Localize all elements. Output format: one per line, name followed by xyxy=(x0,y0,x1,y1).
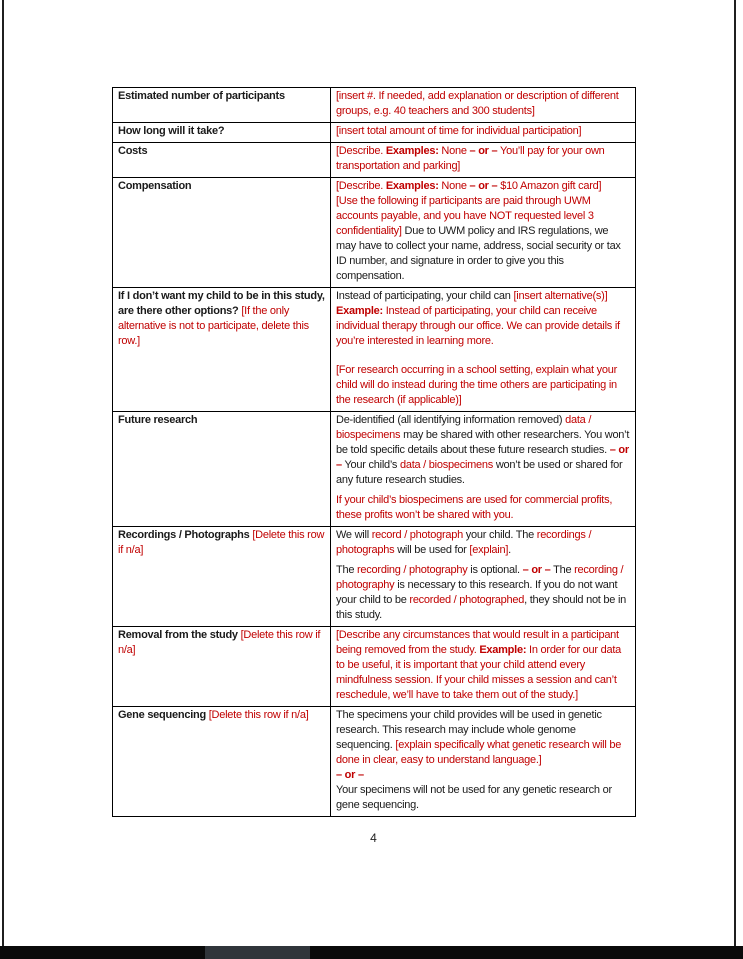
paragraph xyxy=(336,628,630,703)
row-label xyxy=(118,124,325,139)
text-segment: Examples: xyxy=(385,145,439,157)
row-label xyxy=(118,89,325,104)
text-segment: [Describe. xyxy=(336,145,386,157)
text-segment: record / photograph xyxy=(371,529,463,541)
text-segment: If I don’t want my child to be in this study, are there other options? xyxy=(118,290,325,317)
text-segment: None xyxy=(438,180,470,192)
row-label xyxy=(118,289,325,349)
row-label-cell xyxy=(113,627,331,707)
text-segment: You’ll pay for your own transportation and parking] xyxy=(336,145,605,172)
row-label-cell xyxy=(113,527,331,627)
row-content-cell xyxy=(331,88,636,123)
text-segment: In order for our data to be useful, it is important that your child attend every mindfulness session. If your child misses a session and can’t reschedule, we’ll have to take them out of the study.] xyxy=(336,644,622,701)
row-label-cell xyxy=(113,143,331,178)
text-segment: If your child’s biospecimens are used for commercial profits, these profits won’t be shared with you. xyxy=(336,494,613,521)
paragraph xyxy=(336,783,630,813)
text-segment: – or – xyxy=(336,444,629,471)
text-segment: Example: xyxy=(336,305,383,317)
table-row xyxy=(113,88,636,123)
text-segment: [If the only alternative is not to participate, delete this row.] xyxy=(118,305,309,347)
page-number: 4 xyxy=(370,831,377,845)
table-row xyxy=(113,123,636,143)
row-label xyxy=(118,628,325,658)
row-label-cell xyxy=(113,178,331,288)
row-label-cell xyxy=(113,288,331,412)
text-segment: Example: xyxy=(479,644,527,656)
text-segment: [insert alternative(s)] xyxy=(513,290,608,302)
table-row xyxy=(113,707,636,817)
row-label-cell xyxy=(113,707,331,817)
row-content-cell xyxy=(331,627,636,707)
text-segment: Your specimens will not be used for any genetic research or gene sequencing. xyxy=(336,784,612,811)
row-content-cell xyxy=(331,143,636,178)
text-segment: Costs xyxy=(118,145,148,157)
consent-form-table-body xyxy=(113,88,636,817)
text-segment: [explain] xyxy=(469,544,509,556)
text-segment: recording / photography xyxy=(357,564,468,576)
text-segment: [Delete this row if n/a] xyxy=(208,709,309,721)
row-label-cell xyxy=(113,88,331,123)
text-segment: is optional. xyxy=(467,564,523,576)
text-segment: [insert total amount of time for individual participation] xyxy=(336,125,582,137)
row-label xyxy=(118,708,325,723)
paragraph xyxy=(336,493,630,523)
text-segment: The xyxy=(336,564,358,576)
text-segment: Recordings / Photographs xyxy=(118,529,253,541)
paragraph xyxy=(336,563,630,623)
text-segment: – or – xyxy=(469,180,498,192)
row-label xyxy=(118,179,325,194)
text-segment: [Describe any circumstances that would result in a participant being removed from the study. xyxy=(336,629,619,656)
paragraph xyxy=(336,413,630,488)
row-content-cell xyxy=(331,288,636,412)
text-segment: is necessary to this research. If you do not want your child to be xyxy=(336,579,618,606)
text-segment: , they should not be in this study. xyxy=(336,594,627,621)
paragraph xyxy=(336,289,630,304)
table-row xyxy=(113,143,636,178)
text-segment: Your child’s xyxy=(341,459,400,471)
page-left-border xyxy=(2,0,4,946)
table-row xyxy=(113,627,636,707)
paragraph xyxy=(336,89,630,119)
text-segment: Removal from the study xyxy=(118,629,241,641)
text-segment: Instead of participating, your child can receive individual therapy through our office. We can provide details if you’re interested in learning more. xyxy=(336,305,620,347)
text-segment: The specimens your child provides will be used in genetic research. This research may include whole genome sequencing. xyxy=(336,709,602,751)
text-segment: [Use the following if participants are paid through UWM accounts payable, and you have NOT requested level 3 confidentiality] xyxy=(336,195,594,237)
text-segment: your child. The xyxy=(462,529,537,541)
text-segment: Examples: xyxy=(385,180,439,192)
text-segment: – or – xyxy=(522,564,551,576)
row-content-cell xyxy=(331,178,636,288)
text-segment: De-identified (all identifying information removed) xyxy=(336,414,566,426)
text-segment: will be used for xyxy=(394,544,470,556)
text-segment: recorded / photographed xyxy=(409,594,525,606)
paragraph xyxy=(336,768,630,783)
row-label xyxy=(118,413,325,428)
bottom-bar-segment xyxy=(205,946,310,959)
text-segment: Estimated number of participants xyxy=(118,90,285,102)
paragraph xyxy=(336,179,630,194)
text-segment: [explain specifically what genetic research will be done in clear, easy to understand language.] xyxy=(336,739,622,766)
table-row xyxy=(113,288,636,412)
text-segment: [Describe. xyxy=(336,180,386,192)
text-segment: The xyxy=(550,564,575,576)
text-segment: How long will it take? xyxy=(118,125,225,137)
document-content xyxy=(112,87,635,845)
paragraph xyxy=(336,124,630,139)
row-label-cell xyxy=(113,412,331,527)
paragraph xyxy=(336,363,630,408)
row-label xyxy=(118,144,325,159)
paragraph xyxy=(336,194,630,284)
row-label-cell xyxy=(113,123,331,143)
table-row xyxy=(113,527,636,627)
text-segment: Future research xyxy=(118,414,198,426)
row-content-cell xyxy=(331,412,636,527)
text-segment: won’t be used or shared for any future research studies. xyxy=(336,459,623,486)
paragraph xyxy=(336,528,630,558)
text-segment: – or – xyxy=(469,145,498,157)
window-bottom-bar xyxy=(0,946,743,959)
text-segment: We will xyxy=(336,529,372,541)
text-segment: . xyxy=(508,544,511,556)
text-segment: None xyxy=(438,145,470,157)
table-row xyxy=(113,178,636,288)
table-row xyxy=(113,412,636,527)
text-segment: [insert #. If needed, add explanation or description of different groups, e.g. 40 teachers and 300 students] xyxy=(336,90,619,117)
row-content-cell xyxy=(331,123,636,143)
text-segment: [Delete this row if n/a] xyxy=(118,529,325,556)
text-segment: Gene sequencing xyxy=(118,709,209,721)
text-segment: data / biospecimens xyxy=(399,459,494,471)
text-segment: Instead of participating, your child can xyxy=(336,290,514,302)
text-segment: [Delete this row if n/a] xyxy=(118,629,321,656)
row-label xyxy=(118,528,325,558)
text-segment: $10 Amazon gift card] xyxy=(497,180,602,192)
consent-form-table xyxy=(112,87,636,817)
text-segment: recordings / photographs xyxy=(336,529,592,556)
text-segment: may be shared with other researchers. You won’t be told specific details about these future research studies. xyxy=(336,429,630,456)
text-segment: – or – xyxy=(336,769,364,781)
page-right-border xyxy=(734,0,736,946)
paragraph xyxy=(336,708,630,768)
text-segment: recording / photography xyxy=(336,564,624,591)
text-segment: Due to UWM policy and IRS regulations, we may have to collect your name, address, social security or tax ID number, and signature in order to give you this compensation. xyxy=(336,225,621,282)
paragraph xyxy=(336,304,630,349)
text-segment: data / biospecimens xyxy=(336,414,592,441)
text-segment: [For research occurring in a school setting, explain what your child will do instead during the time others are participating in the research (if applicable)] xyxy=(336,364,618,406)
row-content-cell xyxy=(331,707,636,817)
text-segment: Compensation xyxy=(118,180,192,192)
paragraph xyxy=(336,144,630,174)
row-content-cell xyxy=(331,527,636,627)
